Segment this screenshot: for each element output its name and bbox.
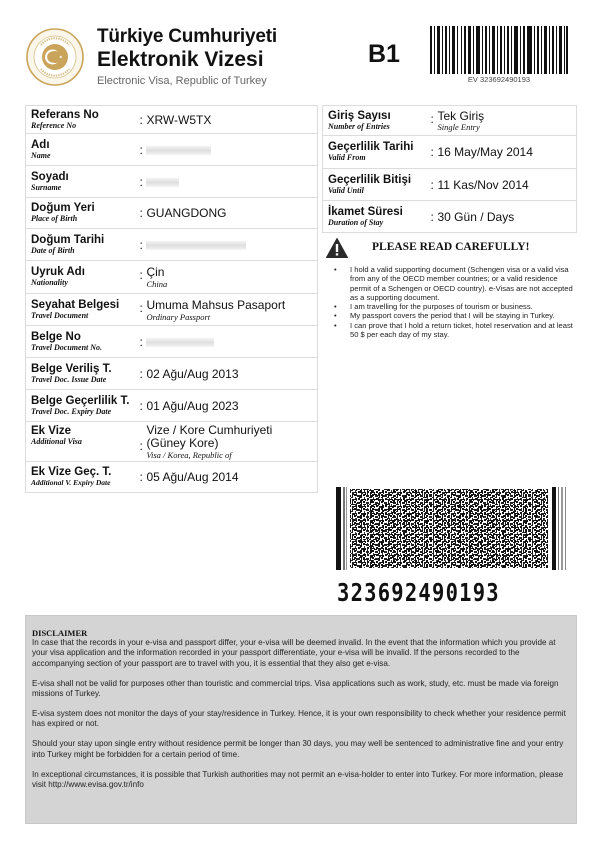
title-turkish-republic: Türkiye Cumhuriyeti bbox=[97, 26, 277, 47]
requirements-list bbox=[322, 265, 578, 339]
issue-date-value: 02 Ağu/Aug 2013 bbox=[146, 366, 239, 381]
expiry-date-value: 01 Ağu/Aug 2023 bbox=[146, 398, 239, 413]
label-en: Date of Birth bbox=[31, 245, 75, 255]
row-name: Adı Name : bbox=[26, 134, 318, 166]
list-item: • My passport covers the period that I will be staying in Turkey. bbox=[334, 311, 555, 321]
row-duration-of-stay: İkamet Süresi Duration of Stay : 30 Gün / Days bbox=[323, 201, 577, 233]
applicant-info-table bbox=[25, 105, 318, 493]
additional-visa-expiry-value: 05 Ağu/Aug 2014 bbox=[146, 470, 239, 484]
label-en: Surname bbox=[31, 182, 62, 192]
travel-document-value-en: Ordinary Passport bbox=[146, 311, 211, 322]
nationality-value: Çin bbox=[146, 265, 165, 279]
list-item: • I can prove that I hold a return ticket, hotel reservation and at least 50 $ per each day of my stay. bbox=[334, 320, 573, 340]
label-en: Duration of Stay bbox=[328, 217, 384, 227]
travel-document-value: Umuma Mahsus Pasaport bbox=[146, 297, 286, 312]
label-en: Travel Doc. Issue Date bbox=[31, 374, 107, 384]
title-electronic-visa: Elektronik Vizesi bbox=[97, 48, 264, 71]
surname-redacted bbox=[146, 178, 179, 187]
label: Adı bbox=[31, 138, 50, 151]
label: Belge Geçerlilik T. bbox=[31, 394, 130, 407]
disclaimer-box bbox=[25, 615, 577, 824]
label: Soyadı bbox=[31, 170, 69, 183]
label: Geçerlilik Tarihi bbox=[328, 141, 414, 153]
visa-info-table bbox=[322, 105, 577, 233]
row-travel-document: Seyahat Belgesi Travel Document : Umuma Mahsus Pasaport Ordinary Passport bbox=[26, 294, 318, 326]
label-en: Additional V. Expiry Date bbox=[31, 478, 111, 487]
label-en: Valid Until bbox=[328, 185, 364, 195]
entries-value: Tek Giriş bbox=[437, 108, 485, 123]
label-en: Valid From bbox=[328, 153, 366, 162]
label: Ek Vize Geç. T. bbox=[31, 466, 112, 478]
pdf417-barcode-icon bbox=[336, 487, 570, 570]
entries-value-en: Single Entry bbox=[437, 121, 480, 132]
list-item: • I am travelling for the purposes of tourism or business. bbox=[334, 302, 533, 312]
label: Doğum Yeri bbox=[31, 202, 95, 214]
republic-seal-icon bbox=[26, 28, 84, 86]
document-header bbox=[0, 0, 602, 100]
row-date-of-birth: Doğum Tarihi Date of Birth : bbox=[26, 229, 318, 261]
list-item-text: I am travelling for the purposes of tourism or business. bbox=[350, 302, 533, 312]
label-en: Travel Document bbox=[31, 310, 89, 320]
subtitle: Electronic Visa, Republic of Turkey bbox=[97, 75, 267, 87]
list-item: • I hold a valid supporting document (Schengen visa or a valid visa from any of the OECD member countries; or a valid residence permit of a Schengen or OECD country). e-Visas are not accepted as a supporting document. bbox=[334, 265, 573, 302]
row-valid-until: Geçerlilik Bitişi Valid Until : 11 Kas/Nov 2014 bbox=[323, 169, 577, 201]
barcode-caption: EV 323692490193 bbox=[467, 75, 531, 84]
linear-barcode-icon bbox=[430, 26, 568, 74]
row-nationality: Uyruk Adı Nationality : Çin China bbox=[26, 261, 318, 294]
label-en: Number of Entries bbox=[328, 121, 390, 131]
list-item-text: I hold a valid supporting document (Schengen visa or a valid visa from any of the OECD member countries; or a valid residence permit of a Schengen or OECD country). e-Visas are not accepted as a supporting document. bbox=[350, 265, 573, 302]
reference-no-value: XRW-W5TX bbox=[146, 112, 212, 127]
nationality-value-en: China bbox=[146, 279, 168, 289]
label: Ek Vize bbox=[31, 425, 72, 437]
disclaimer-title: DISCLAIMER bbox=[32, 628, 88, 638]
additional-visa-value-en: Visa / Korea, Republic of bbox=[146, 449, 232, 460]
label: Geçerlilik Bitişi bbox=[328, 173, 412, 186]
row-reference-no: Referans No Reference No : XRW-W5TX bbox=[26, 106, 318, 134]
list-item-text: My passport covers the period that I will be staying in Turkey. bbox=[350, 311, 555, 321]
visa-type-code: B1 bbox=[368, 40, 400, 68]
row-valid-from: Geçerlilik Tarihi Valid From : 16 May/May 2014 bbox=[323, 136, 577, 169]
row-travel-document-no: Belge No Travel Document No. : bbox=[26, 326, 318, 358]
valid-until-value: 11 Kas/Nov 2014 bbox=[437, 177, 529, 192]
document-no-redacted bbox=[146, 338, 214, 347]
disclaimer-paragraph: E-visa system does not monitor the days of your stay/residence in Turkey. Hence, it is your own responsibility to check whether your residence permit has expired or not. bbox=[32, 709, 566, 729]
duration-value: 30 Gün / Days bbox=[437, 209, 515, 224]
disclaimer-paragraph: Should your stay upon single entry without residence permit be longer than 30 days, you may well be sentenced to administrative fine and your entry into Turkey might be forbidden for a certain period of time. bbox=[32, 739, 564, 759]
disclaimer-paragraph: E-visa shall not be valid for purposes other than touristic and commercial trips. Visa applications such as work, study, etc. must be made via foreign missions of Turkey. bbox=[32, 678, 559, 699]
additional-visa-value: Vize / Kore Cumhuriyeti (Güney Kore) bbox=[146, 422, 273, 450]
label: Doğum Tarihi bbox=[31, 233, 105, 246]
label: Giriş Sayısı bbox=[328, 109, 391, 122]
date-of-birth-redacted bbox=[146, 241, 246, 250]
list-item-text: I can prove that I hold a return ticket, hotel reservation and at least 50 $ per each day of my stay. bbox=[350, 320, 573, 340]
label-en: Travel Document No. bbox=[31, 342, 103, 352]
row-surname: Soyadı Surname : bbox=[26, 166, 318, 198]
barcode-number: 323692490193 bbox=[337, 578, 500, 607]
row-place-of-birth: Doğum Yeri Place of Birth : GUANGDONG bbox=[26, 198, 318, 229]
name-redacted bbox=[146, 146, 211, 155]
label-en: Place of Birth bbox=[31, 214, 78, 223]
label: Uyruk Adı bbox=[31, 266, 85, 278]
label-en: Name bbox=[31, 150, 51, 160]
please-read-title: PLEASE READ CAREFULLY! bbox=[372, 241, 530, 253]
valid-from-value: 16 May/May 2014 bbox=[437, 145, 533, 159]
disclaimer-paragraph: In exceptional circumstances, it is possible that Turkish authorities may not permit an e-visa-holder to enter into Turkey. For more information, please visit http://www.evisa.gov.tr/info bbox=[32, 769, 564, 790]
row-expiry-date: Belge Geçerlilik T. Travel Doc. Expiry Date : 01 Ağu/Aug 2023 bbox=[26, 390, 318, 422]
row-additional-visa-expiry: Ek Vize Geç. T. Additional V. Expiry Date : 05 Ağu/Aug 2014 bbox=[26, 462, 318, 493]
disclaimer-paragraph: In case that the records in your e-visa and passport differ, your e-visa will be deemed invalid. In the event that the information which you provide at your visa application and the information recorded in your passport differentiate, your e-visa will be invalid. If the persons recorded to the accompanying section of your passport are to travel with you, it is essential that they also get e-visa. bbox=[32, 638, 556, 668]
row-additional-visa: Ek Vize Additional Visa : Vize / Kore Cumhuriyeti (Güney Kore) Visa / Korea, Republic of bbox=[26, 422, 318, 462]
label: Referans No bbox=[31, 108, 99, 121]
label: Seyahat Belgesi bbox=[31, 298, 120, 311]
label-en: Nationality bbox=[31, 278, 68, 287]
label: Belge Veriliş T. bbox=[31, 362, 112, 375]
label-en: Additional Visa bbox=[31, 437, 82, 446]
label-en: Reference No bbox=[31, 120, 77, 130]
row-number-of-entries: Giriş Sayısı Number of Entries : Tek Giriş Single Entry bbox=[323, 106, 577, 136]
label: Belge No bbox=[31, 330, 81, 343]
label: İkamet Süresi bbox=[328, 205, 403, 218]
place-of-birth-value: GUANGDONG bbox=[146, 206, 227, 220]
label-en: Travel Doc. Expiry Date bbox=[31, 406, 112, 416]
warning-triangle-icon bbox=[326, 238, 348, 258]
row-issue-date: Belge Veriliş T. Travel Doc. Issue Date : 02 Ağu/Aug 2013 bbox=[26, 358, 318, 390]
